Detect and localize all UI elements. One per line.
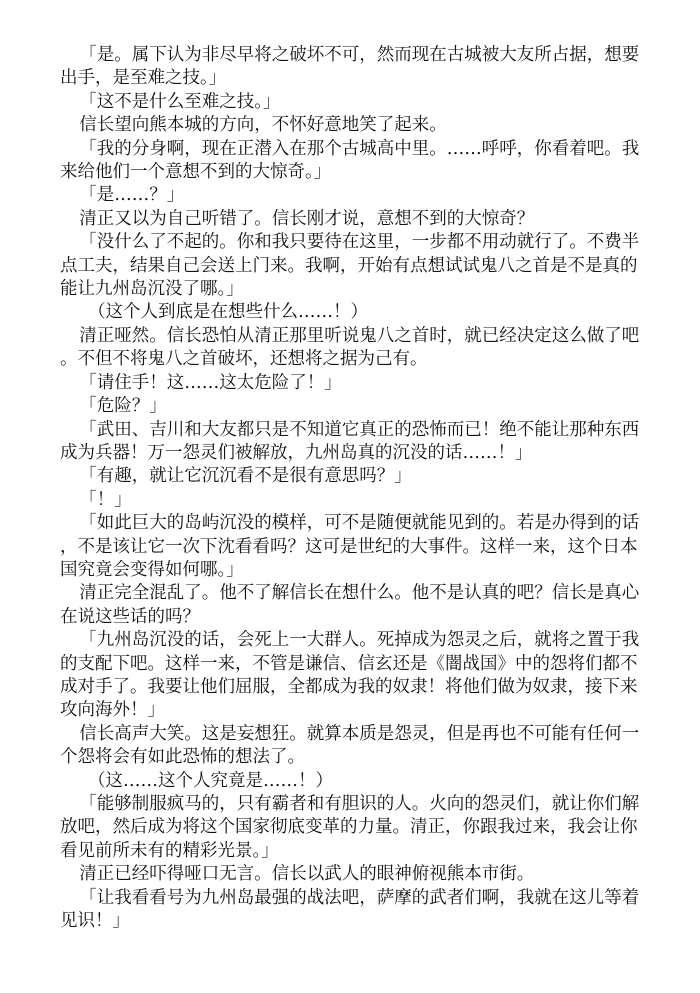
paragraph-3: 信长望向熊本城的方向，不怀好意地笑了起来。 <box>79 115 447 136</box>
paragraph-21: 清正已经吓得哑口无言。信长以武人的眼神俯视熊本市街。 <box>79 864 535 885</box>
paragraph-8: （这个人到底是在想些什么……！） <box>88 302 368 323</box>
paragraph-15: 「如此巨大的岛屿沉没的模样，可不是随便就能见到的。若是办得到的话，不是该让它一次下沈看看吗？这可是世纪的大事件。这样一来，这个日本国究竟会变得如何哪。」 <box>60 513 640 580</box>
document-page <box>60 44 645 933</box>
paragraph-9: 清正哑然。信长恐怕从清正那里听说鬼八之首时，就已经决定这么做了吧。不但不将鬼八之首破坏，还想将之据为己有。 <box>60 325 640 370</box>
paragraph-19: （这……这个人究竟是……！） <box>88 770 333 791</box>
paragraph-20: 「能够制服疯马的，只有霸者和有胆识的人。火向的怨灵们，就让你们解放吧，然后成为将这个国家彻底变革的力量。清正，你跟我过来，我会让你看见前所未有的精彩光景。」 <box>60 794 640 861</box>
paragraph-1: 「是。属下认为非尽早将之破坏不可，然而现在古城被大友所占据，想要出手，是至难之技。」 <box>60 45 640 89</box>
paragraph-7: 「没什么了不起的。你和我只要待在这里，一步都不用动就行了。不费半点工夫，结果自己会送上门来。我啊，开始有点想试试鬼八之首是不是真的能让九州岛沉没了哪。」 <box>60 232 640 300</box>
paragraph-22: 「让我看看号为九州岛最强的战法吧，萨摩的武者们啊，我就在这儿等着见识！」 <box>60 887 640 932</box>
paragraph-4: 「我的分身啊，现在正潜入在那个古城高中里。……呼呼，你看着吧。我来给他们一个意想不到的大惊奇。」 <box>60 138 640 183</box>
paragraph-16: 清正完全混乱了。他不了解信长在想什么。他不是认真的吧？信长是真心在说这些话的吗？ <box>60 583 640 627</box>
paragraph-10: 「请住手！这……这太危险了！」 <box>79 372 342 393</box>
paragraph-14: 「！」 <box>79 489 132 510</box>
paragraph-17: 「九州岛沉没的话，会死上一大群人。死掉成为怨灵之后，就将之置于我的支配下吧。这样一来，不管是谦信、信玄还是《闇战国》中的怨将们都不成对手了。我要让他们屈服，全都成为我的奴隶！将他们做为奴隶，接下来攻向海外！」 <box>60 630 640 721</box>
paragraph-13: 「有趣，就让它沉沉看不是很有意思吗？」 <box>79 466 412 487</box>
paragraph-12: 「武田、吉川和大友都只是不知道它真正的恐怖而已！绝不能让那种东西成为兵器！万一怨灵们被解放，九州岛真的沉没的话……！」 <box>60 419 640 463</box>
paragraph-11: 「危险？」 <box>79 396 167 417</box>
paragraph-18: 信长高声大笑。这是妄想狂。就算本质是怨灵，但是再也不可能有任何一个怨将会有如此恐怖的想法了。 <box>60 723 640 768</box>
paragraph-6: 清正又以为自己听错了。信长刚才说，意想不到的大惊奇？ <box>79 208 535 229</box>
paragraph-5: 「是……？」 <box>79 185 185 206</box>
paragraph-2: 「这不是什么至难之技。」 <box>79 91 281 112</box>
